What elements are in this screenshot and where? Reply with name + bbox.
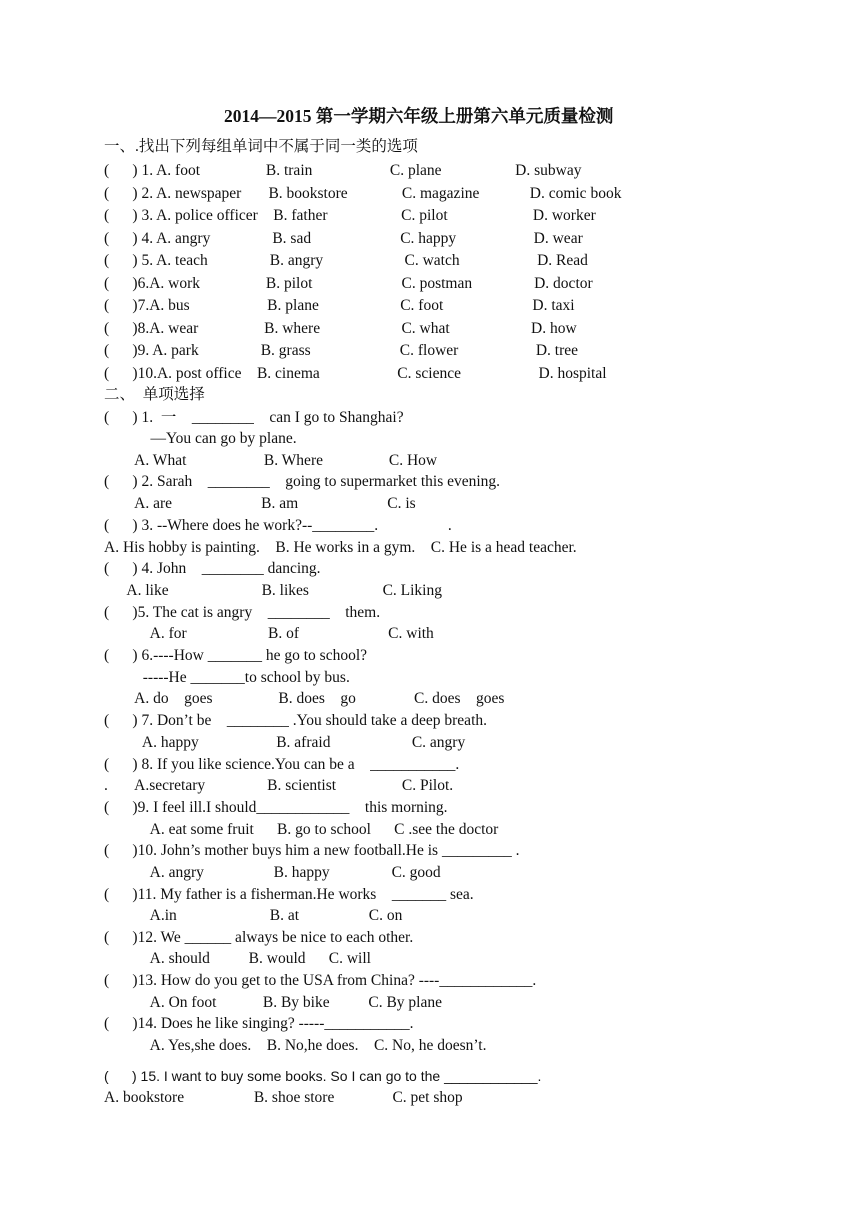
part1-question-6: ( )6.A. work B. pilot C. postman D. doctor bbox=[104, 275, 593, 292]
part2-line: ( ) 3. --Where does he work?--________. . bbox=[104, 517, 452, 534]
part2-line: ( )5. The cat is angry ________ them. bbox=[104, 604, 381, 621]
part2-question-15-options: A. bookstore B. shoe store C. pet shop bbox=[104, 1089, 463, 1106]
part2-line: A. His hobby is painting. B. He works in a gym. C. He is a head teacher. bbox=[104, 539, 577, 556]
part2-line: A. do goes B. does go C. does goes bbox=[104, 690, 505, 707]
part1-question-3: ( ) 3. A. police officer B. father C. pilot D. worker bbox=[104, 207, 596, 224]
document-title: 2014—2015 第一学期六年级上册第六单元质量检测 bbox=[224, 106, 614, 126]
part2-line: A. angry B. happy C. good bbox=[104, 864, 441, 881]
part2-line: A. Yes,she does. B. No,he does. C. No, he doesn’t. bbox=[104, 1037, 487, 1054]
part2-line: A. happy B. afraid C. angry bbox=[104, 734, 466, 751]
part2-line: -----He _______to school by bus. bbox=[104, 669, 350, 686]
part2-line: A.in B. at C. on bbox=[104, 907, 403, 924]
part1-question-9: ( )9. A. park B. grass C. flower D. tree bbox=[104, 342, 578, 359]
part2-line: A. should B. would C. will bbox=[104, 950, 371, 967]
part2-line: ( )10. John’s mother buys him a new football.He is _________ . bbox=[104, 842, 520, 859]
part2-line: A. are B. am C. is bbox=[104, 495, 416, 512]
part1-question-1: ( ) 1. A. foot B. train C. plane D. subway bbox=[104, 162, 582, 179]
part2-line: A. like B. likes C. Liking bbox=[104, 582, 442, 599]
part2-line: ( ) 7. Don’t be ________ .You should take a deep breath. bbox=[104, 712, 487, 729]
part2-line: ( ) 1. 一 ________ can I go to Shanghai? bbox=[104, 409, 404, 426]
part2-line: . A.secretary B. scientist C. Pilot. bbox=[104, 777, 454, 794]
part2-line: —You can go by plane. bbox=[104, 430, 297, 447]
part1-question-8: ( )8.A. wear B. where C. what D. how bbox=[104, 320, 577, 337]
part1-question-2: ( ) 2. A. newspaper B. bookstore C. magazine D. comic book bbox=[104, 185, 622, 202]
part2-line: ( )13. How do you get to the USA from China? ----____________. bbox=[104, 972, 537, 989]
part2-question-15: ( ) 15. I want to buy some books. So I can go to the ____________. bbox=[104, 1068, 542, 1084]
part2-line: A. eat some fruit B. go to school C .see the doctor bbox=[104, 821, 499, 838]
part2-line: ( ) 6.----How _______ he go to school? bbox=[104, 647, 368, 664]
part2-line: ( )12. We ______ always be nice to each other. bbox=[104, 929, 414, 946]
part1-question-4: ( ) 4. A. angry B. sad C. happy D. wear bbox=[104, 230, 583, 247]
part1-question-7: ( )7.A. bus B. plane C. foot D. taxi bbox=[104, 297, 575, 314]
part2-line: ( )9. I feel ill.I should____________ this morning. bbox=[104, 799, 448, 816]
part2-line: ( ) 8. If you like science.You can be a ___________. bbox=[104, 756, 460, 773]
part2-line: ( )14. Does he like singing? -----___________. bbox=[104, 1015, 414, 1032]
part2-line: A. What B. Where C. How bbox=[104, 452, 438, 469]
part2-line: ( ) 2. Sarah ________ going to supermarket this evening. bbox=[104, 473, 501, 490]
part1-question-10: ( )10.A. post office B. cinema C. science D. hospital bbox=[104, 365, 607, 382]
part1-question-5: ( ) 5. A. teach B. angry C. watch D. Read bbox=[104, 252, 588, 269]
part2-line: A. for B. of C. with bbox=[104, 625, 434, 642]
section-1-heading: 一、.找出下列每组单词中不属于同一类的选项 bbox=[104, 138, 418, 155]
part2-line: ( ) 4. John ________ dancing. bbox=[104, 560, 321, 577]
part2-line: ( )11. My father is a fisherman.He works _______ sea. bbox=[104, 886, 474, 903]
part2-line: A. On foot B. By bike C. By plane bbox=[104, 994, 442, 1011]
section-2-heading: 二、 单项选择 bbox=[104, 386, 205, 403]
